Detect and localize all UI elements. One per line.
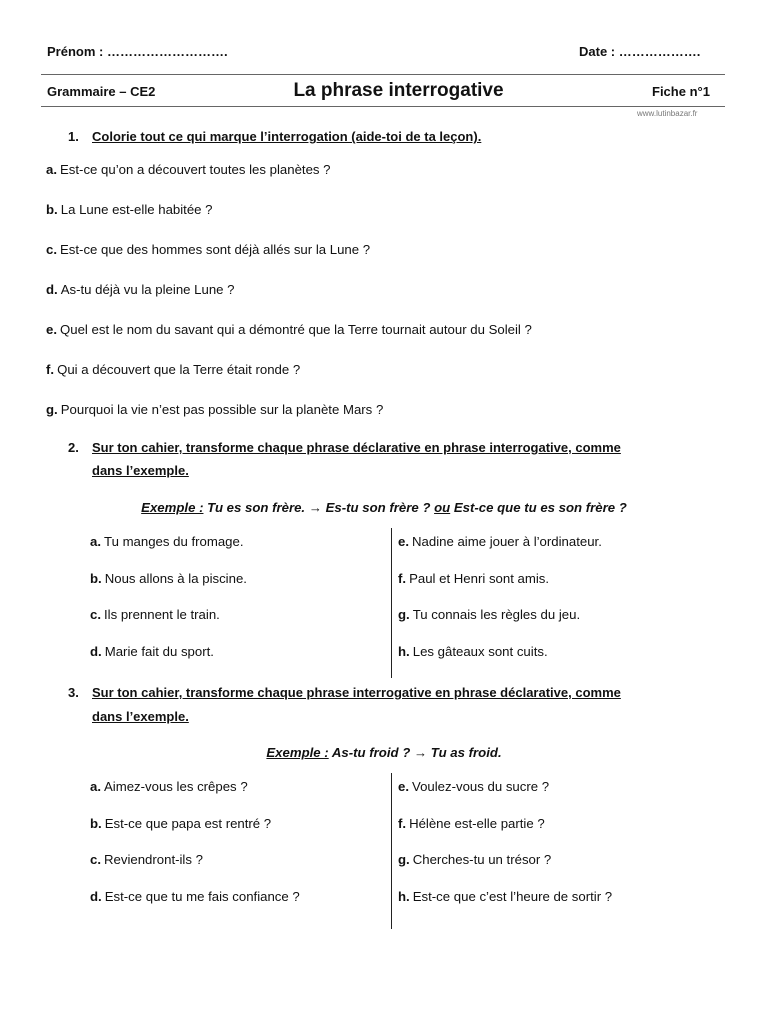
q1-item-g — [46, 402, 383, 417]
example-part2: Est-ce que tu es son frère ? — [450, 500, 627, 515]
item-letter: g. — [46, 402, 58, 417]
q3-example — [0, 745, 768, 760]
item-letter: c. — [90, 607, 101, 622]
q2-text-line1: Sur ton cahier, transforme chaque phrase déclarative en phrase interrogative, comme — [92, 440, 621, 455]
item-text: Hélène est-elle partie ? — [409, 816, 545, 831]
item-letter: h. — [398, 889, 410, 904]
item-text: Cherches-tu un trésor ? — [412, 852, 552, 867]
q3-item-g — [398, 852, 551, 867]
item-letter: e. — [398, 534, 409, 549]
example-label: Exemple : — [266, 745, 329, 760]
q1-item-c — [46, 242, 370, 257]
item-text: Est-ce qu’on a découvert toutes les planètes ? — [60, 162, 331, 177]
item-letter: d. — [46, 282, 58, 297]
q2-number: 2. — [68, 440, 79, 455]
q3-item-b — [90, 816, 271, 831]
item-letter: b. — [90, 816, 102, 831]
example-ou: ou — [434, 500, 451, 515]
q3-item-a — [90, 779, 248, 794]
item-text: Nous allons à la piscine. — [104, 571, 247, 586]
item-text: Est-ce que des hommes sont déjà allés sur la Lune ? — [60, 242, 371, 257]
item-text: Est-ce que tu me fais confiance ? — [104, 889, 300, 904]
item-text: Est-ce que papa est rentré ? — [104, 816, 272, 831]
item-text: Tu manges du fromage. — [104, 534, 244, 549]
page-title: La phrase interrogative — [293, 80, 504, 101]
item-text: Les gâteaux sont cuits. — [412, 644, 548, 659]
item-letter: b. — [90, 571, 102, 586]
item-text: Est-ce que c’est l’heure de sortir ? — [412, 889, 613, 904]
item-text: Ils prennent le train. — [104, 607, 220, 622]
item-text: Qui a découvert que la Terre était ronde ? — [57, 362, 301, 377]
item-text: Aimez-vous les crêpes ? — [104, 779, 248, 794]
q1-item-a — [46, 162, 331, 177]
example-label: Exemple : — [141, 500, 204, 515]
example-text: As-tu froid ? → Tu as froid. — [328, 745, 502, 760]
q3-item-c — [90, 852, 203, 867]
watermark: www.lutinbazar.fr — [637, 109, 698, 118]
item-text: As-tu déjà vu la pleine Lune ? — [60, 282, 235, 297]
item-letter: h. — [398, 644, 410, 659]
q1-item-b — [46, 202, 213, 217]
item-letter: c. — [90, 852, 101, 867]
q2-item-e — [398, 534, 602, 549]
q1-number: 1. — [68, 129, 79, 144]
q3-text-line2: dans l’exemple. — [92, 709, 189, 724]
prenom-field: Prénom : ………………………. — [47, 44, 228, 59]
q1-item-d — [46, 282, 235, 297]
item-letter: f. — [46, 362, 55, 377]
q3-item-h — [398, 889, 612, 904]
item-letter: d. — [90, 644, 102, 659]
item-letter: a. — [90, 534, 101, 549]
q3-column-divider — [391, 773, 392, 929]
q2-item-a — [90, 534, 244, 549]
item-text: Quel est le nom du savant qui a démontré que la Terre tournait autour du Soleil ? — [60, 322, 532, 337]
item-text: Voulez-vous du sucre ? — [412, 779, 550, 794]
q2-item-c — [90, 607, 220, 622]
header-top-rule — [41, 74, 725, 75]
item-text: Pourquoi la vie n’est pas possible sur la planète Mars ? — [60, 402, 384, 417]
item-letter: f. — [398, 571, 407, 586]
q1-item-f — [46, 362, 300, 377]
item-letter: c. — [46, 242, 57, 257]
date-field: Date : ………………. — [579, 44, 701, 59]
item-letter: d. — [90, 889, 102, 904]
header-bottom-rule — [41, 106, 725, 107]
q2-example — [0, 500, 768, 515]
q3-number: 3. — [68, 685, 79, 700]
q3-item-e — [398, 779, 549, 794]
item-letter: b. — [46, 202, 58, 217]
item-text: Tu connais les règles du jeu. — [412, 607, 581, 622]
fiche-number: Fiche n°1 — [652, 84, 710, 99]
item-text: Marie fait du sport. — [104, 644, 214, 659]
q2-item-f — [398, 571, 549, 586]
q2-item-d — [90, 644, 214, 659]
q2-item-g — [398, 607, 580, 622]
item-letter: f. — [398, 816, 407, 831]
q1-text: Colorie tout ce qui marque l’interrogation (aide-toi de ta leçon). — [92, 129, 482, 144]
item-letter: e. — [46, 322, 57, 337]
q1-item-e — [46, 322, 532, 337]
q2-column-divider — [391, 528, 392, 678]
item-letter: a. — [46, 162, 57, 177]
q2-text-line2: dans l’exemple. — [92, 463, 189, 478]
item-text: Reviendront-ils ? — [104, 852, 203, 867]
q2-instruction — [68, 440, 621, 455]
item-letter: g. — [398, 852, 410, 867]
q3-item-d — [90, 889, 300, 904]
q3-text-line1: Sur ton cahier, transforme chaque phrase interrogative en phrase déclarative, comme — [92, 685, 621, 700]
example-part1: Tu es son frère. → Es-tu son frère ? — [203, 500, 435, 515]
q1-instruction — [68, 129, 481, 144]
item-text: Nadine aime jouer à l’ordinateur. — [412, 534, 602, 549]
q3-instruction — [68, 685, 621, 700]
q2-item-h — [398, 644, 548, 659]
subject-label: Grammaire – CE2 — [47, 84, 156, 99]
item-letter: g. — [398, 607, 410, 622]
item-text: La Lune est-elle habitée ? — [60, 202, 213, 217]
item-letter: e. — [398, 779, 409, 794]
item-text: Paul et Henri sont amis. — [409, 571, 550, 586]
q3-instruction-line2 — [92, 709, 189, 724]
q2-item-b — [90, 571, 247, 586]
q2-instruction-line2 — [92, 463, 189, 478]
item-letter: a. — [90, 779, 101, 794]
q3-item-f — [398, 816, 545, 831]
